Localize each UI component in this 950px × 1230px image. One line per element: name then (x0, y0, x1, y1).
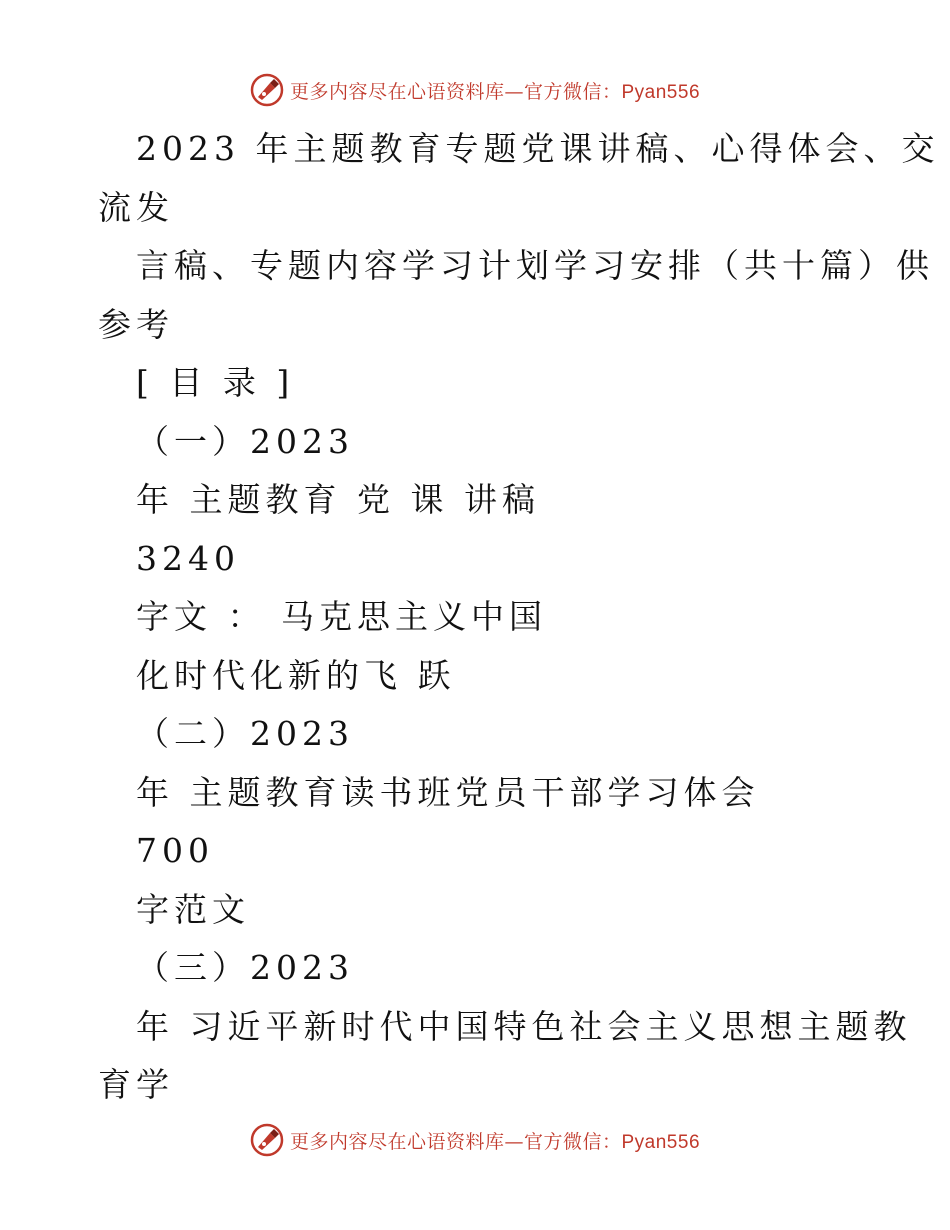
document-line: 2023 年主题教育专题党课讲稿、心得体会、交 (136, 129, 940, 168)
document-line: 字文 ： 马克思主义中国 (136, 597, 547, 636)
document-line: 化时代化新的飞 跃 (136, 655, 456, 695)
document-line: [ 目 录 ] (136, 363, 295, 402)
document-line: 年 主题教育 党 课 讲稿 (136, 480, 540, 519)
document-line: 3240 (136, 538, 240, 578)
pen-nib-circle-icon (250, 73, 284, 107)
document-line: 年 主题教育读书班党员干部学习体会 (136, 772, 760, 812)
document-line: 参考 (98, 304, 174, 344)
document-line: 言稿、专题内容学习计划学习安排（共十篇）供 (136, 246, 934, 285)
header-watermark (0, 70, 950, 110)
watermark-text: 更多内容尽在心语资料库—官方微信：Pyan556 (289, 1130, 701, 1153)
document-line: 700 (136, 831, 214, 870)
document-line: 字范文 (136, 889, 250, 929)
document-line: 年 习近平新时代中国特色社会主义思想主题教 (136, 1006, 912, 1046)
watermark-text: 更多内容尽在心语资料库—官方微信：Pyan556 (289, 80, 701, 103)
document-line: 育学 (98, 1065, 174, 1104)
document-line: （一）2023 (136, 421, 354, 461)
document-line: （二）2023 (136, 714, 354, 753)
pen-nib-circle-icon (250, 1123, 284, 1157)
document-line: （三）2023 (136, 948, 354, 987)
document-line: 流发 (98, 187, 174, 227)
footer-watermark (0, 1120, 950, 1160)
document-body (98, 120, 940, 1115)
